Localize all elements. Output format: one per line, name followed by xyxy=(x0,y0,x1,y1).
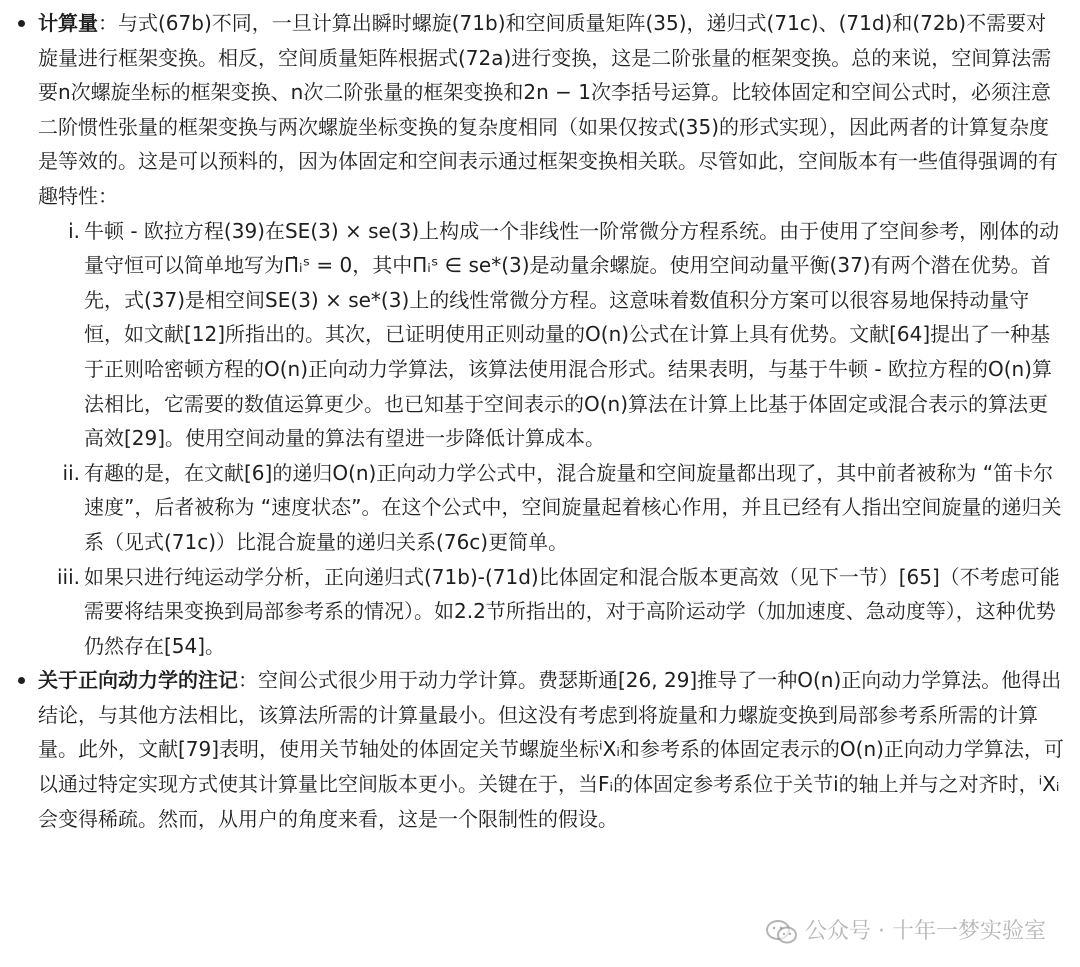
sublist-text-iii: 如果只进行纯运动学分析，正向递归式(71b)-(71d)比体固定和混合版本更高效（见下一节）[65]（不考虑可能需要将结果变换到局部参考系的情况）。如2.2节所指出的，对于高阶运动学（加加速度、急动度等），这种优势仍然存在[54]。 xyxy=(84,564,1060,658)
bullet-item-computation xyxy=(16,6,1064,663)
sublist-item-ii xyxy=(62,456,1064,560)
sublist-marker-ii: ii. xyxy=(62,460,80,485)
bullet-text-forward-dynamics: ：空间公式很少用于动力学计算。费瑟斯通[26, 29]推导了一种O(n)正向动力学算法。他得出结论，与其他方法相比，该算法所需的计算量最小。但这没有考虑到将旋量和力螺旋变换到局部参考系所需的计算量。此外，文献[79]表明，使用关节轴处的体固定关节螺旋坐标ⁱXᵢ和参考系的体固定表示的O(n)正向动力学算法，可以通过特定实现方式使其计算量比空间版本更小。关键在于，当Fᵢ的体固定参考系位于关节i的轴上并与之对齐时，ⁱXᵢ会变得稀疏。然而，从用户的角度来看，这是一个限制性的假设。 xyxy=(38,668,1064,831)
watermark-text: 公众号 · 十年一梦实验室 xyxy=(805,919,1046,944)
sublist-item-iii xyxy=(56,560,1064,664)
bullet-item-forward-dynamics xyxy=(16,663,1064,836)
watermark xyxy=(765,919,1046,945)
numbered-sublist xyxy=(38,214,1064,664)
bullet-list xyxy=(16,6,1064,836)
sublist-item-i xyxy=(68,214,1064,456)
wechat-icon xyxy=(765,919,799,945)
bullet-lead-forward-dynamics: 关于正向动力学的注记 xyxy=(38,668,238,693)
bullet-lead-computation: 计算量 xyxy=(38,11,98,35)
sublist-marker-iii: iii. xyxy=(56,564,80,589)
bullet-text-computation: ：与式(67b)不同，一旦计算出瞬时螺旋(71b)和空间质量矩阵(35)，递归式(71c)、(71d)和(72b)不需要对旋量进行框架变换。相反，空间质量矩阵根据式(72a)进行变换，这是二阶张量的框架变换。总的来说，空间算法需要n次螺旋坐标的框架变换、n次二阶张量的框架变换和2n − 1次李括号运算。比较体固定和空间公式时，必须注意二阶惯性张量的框架变换与两次螺旋坐标变换的复杂度相同（如果仅按式(35)的形式实现），因此两者的计算复杂度是等效的。这是可以预料的，因为体固定和空间表示通过框架变换相关联。尽管如此，空间版本有一些值得强调的有趣特性： xyxy=(38,11,1058,208)
sublist-text-ii: 有趣的是，在文献[6]的递归O(n)正向动力学公式中，混合旋量和空间旋量都出现了，其中前者被称为 “笛卡尔速度”，后者被称为 “速度状态”。在这个公式中，空间旋量起着核心作用，并且已经有人指出空间旋量的递归关系（见式(71c)）比混合旋量的递归关系(76c)更简单。 xyxy=(84,460,1062,554)
sublist-marker-i: i. xyxy=(68,218,80,243)
sublist-text-i: 牛顿 - 欧拉方程(39)在SE(3) × se(3)上构成一个非线性一阶常微分方程系统。由于使用了空间参考，刚体的动量守恒可以简单地写为Π̇ᵢˢ = 0，其中Πᵢˢ ∈ se*(3)是动量余螺旋。使用空间动量平衡(37)有两个潜在优势。首先，式(37)是相空间SE(3) × se*(3)上的线性常微分方程。这意味着数值积分方案可以很容易地保持动量守恒，如文献[12]所指出的。其次，已证明使用正则动量的O(n)公式在计算上具有优势。文献[64]提出了一种基于正则哈密顿方程的O(n)正向动力学算法，该算法使用混合形式。结果表明，与基于牛顿 - 欧拉方程的O(n)算法相比，它需要的数值运算更少。也已知基于空间表示的O(n)算法在计算上比基于体固定或混合表示的算法更高效[29]。使用空间动量的算法有望进一步降低计算成本。 xyxy=(84,218,1060,451)
